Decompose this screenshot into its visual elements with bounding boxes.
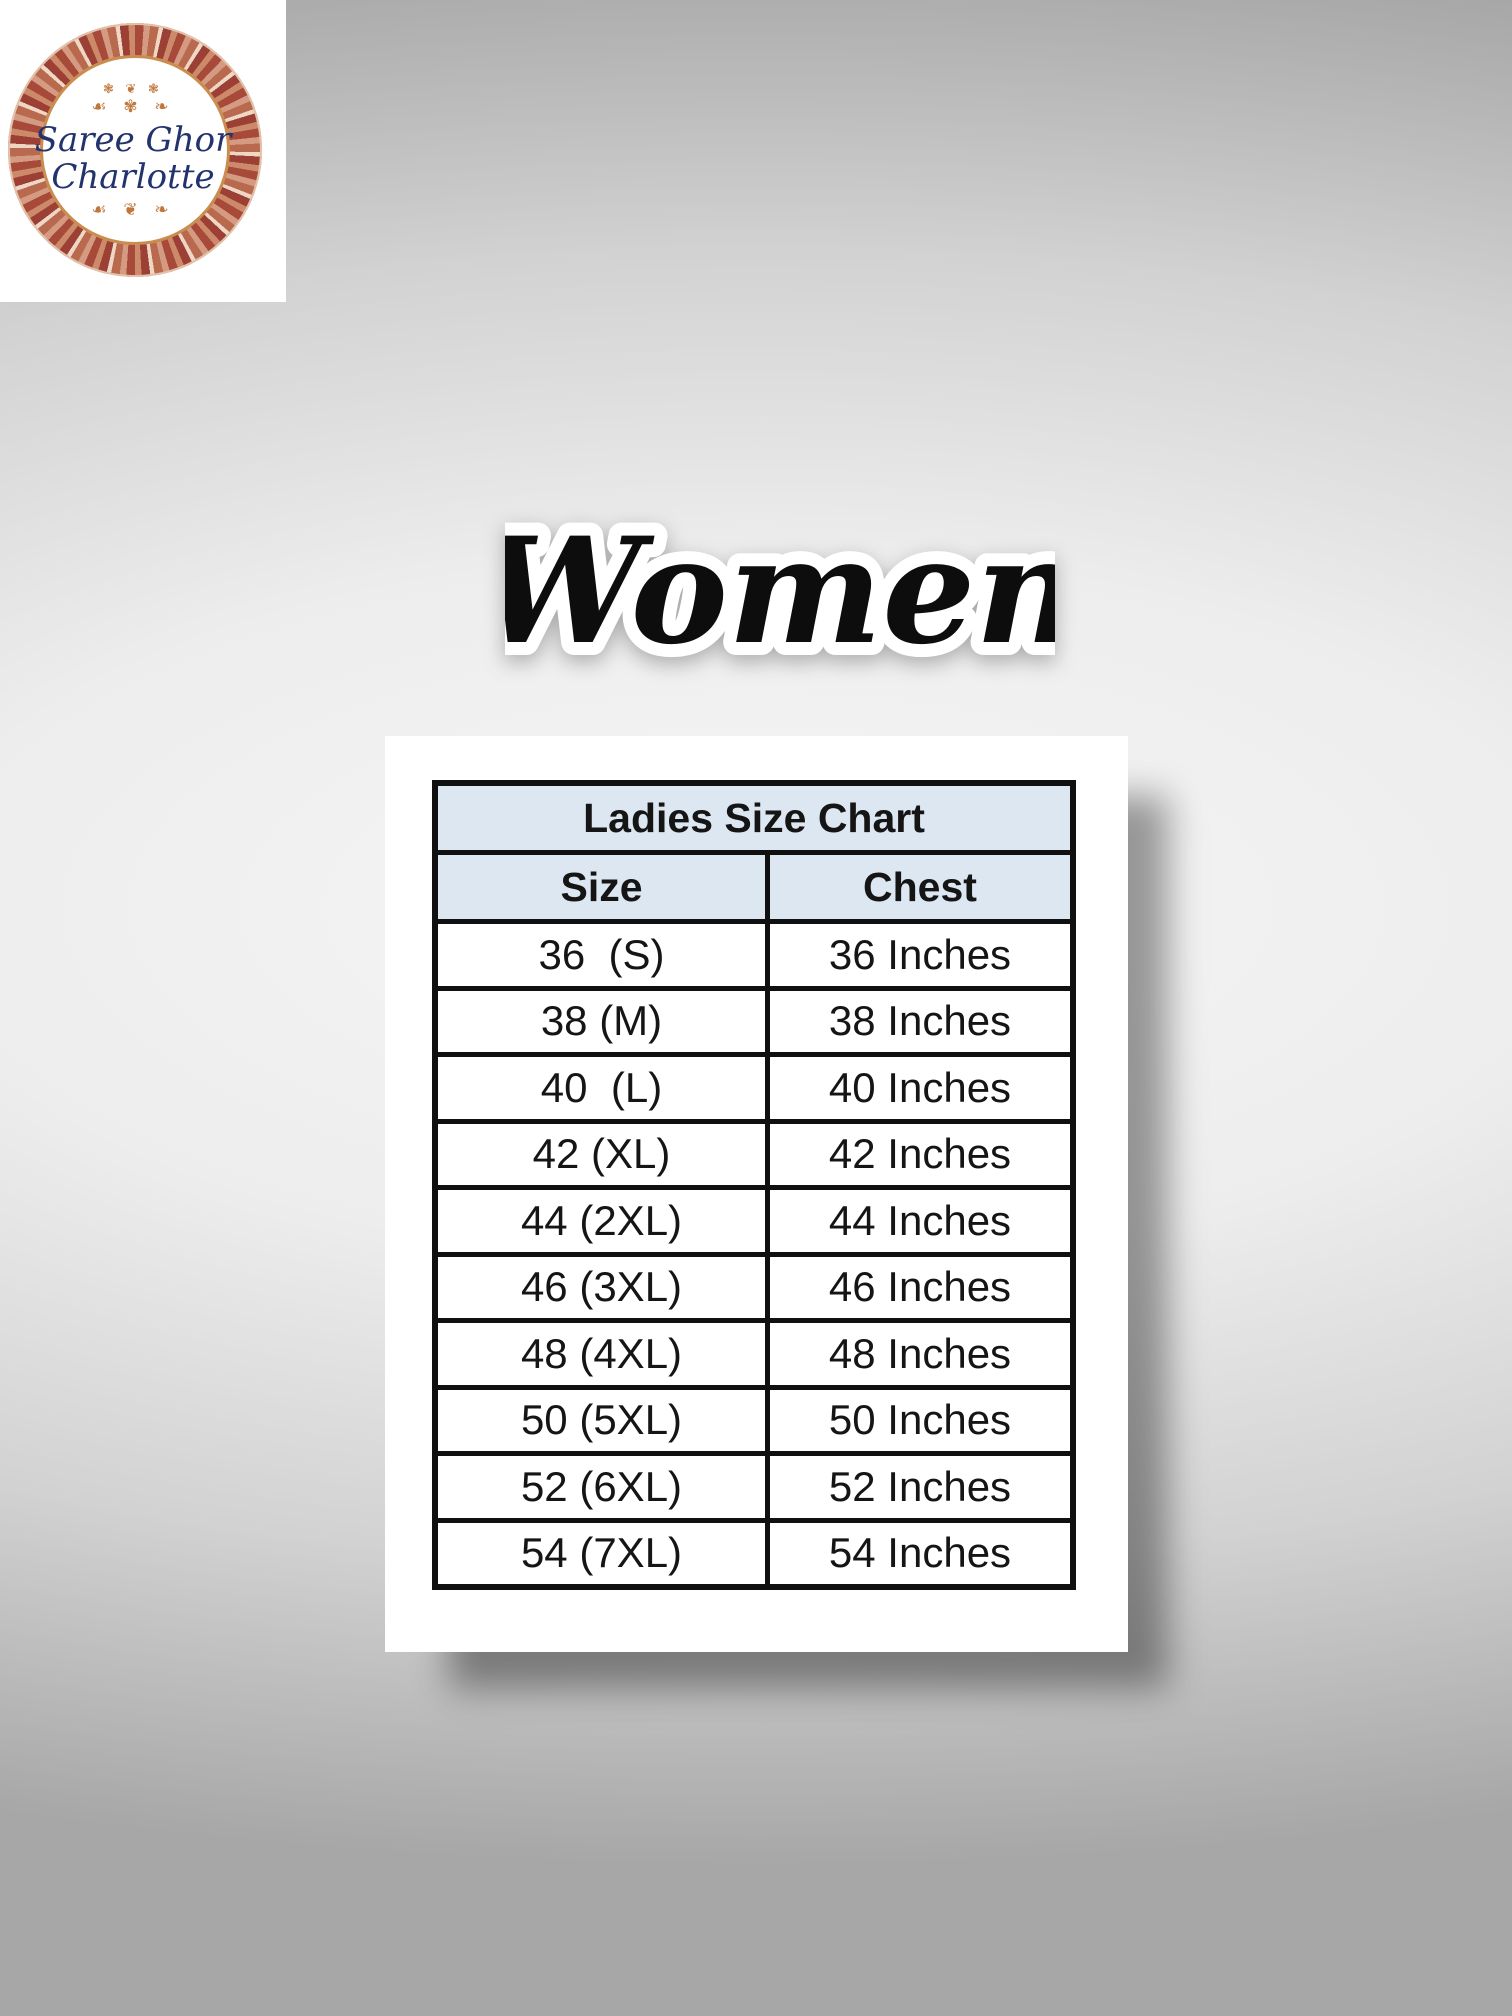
brand-name-line1: Saree Ghor [34, 119, 232, 160]
chest-cell: 50 Inches [828, 1396, 1012, 1444]
size-cell: 42 (XL) [438, 1124, 770, 1186]
filigree-ornament-bottom-icon: ☙ ❦ ❧ [91, 200, 175, 220]
size-chart-table [432, 780, 1076, 1590]
table-header-row [438, 855, 1070, 924]
size-cell: 44 (2XL) [438, 1190, 770, 1252]
table-row [438, 1523, 1070, 1585]
table-row [438, 1257, 1070, 1324]
brand-logo [0, 0, 286, 302]
size-cell: 52 (6XL) [438, 1456, 770, 1518]
table-row [438, 1456, 1070, 1523]
chest-cell: 44 Inches [828, 1196, 1012, 1244]
size-cell: 38 (M) [438, 991, 770, 1053]
column-header-size: Size [438, 855, 770, 919]
women-heading-text: Women [505, 506, 1055, 677]
size-cell: 50 (5XL) [438, 1390, 770, 1452]
chest-cell: 38 Inches [828, 997, 1012, 1045]
size-cell: 46 (3XL) [438, 1257, 770, 1319]
chest-cell: 40 Inches [828, 1063, 1012, 1111]
table-row [438, 924, 1070, 991]
chest-cell: 52 Inches [828, 1462, 1012, 1510]
table-row [438, 1190, 1070, 1257]
chest-cell: 36 Inches [828, 930, 1012, 978]
chest-cell: 54 Inches [828, 1529, 1012, 1577]
table-row [438, 1124, 1070, 1191]
size-chart-card [385, 736, 1128, 1652]
filigree-ornament-top-icon: ❃ ❦ ❃ [103, 80, 163, 96]
filigree-crown-icon: ☙ ✾ ❧ [91, 96, 175, 116]
table-row [438, 1323, 1070, 1390]
chest-cell: 48 Inches [828, 1329, 1012, 1377]
table-title: Ladies Size Chart [583, 794, 925, 841]
women-heading-sticker [505, 490, 1055, 700]
table-title-row [438, 786, 1070, 855]
chest-cell: 42 Inches [828, 1130, 1012, 1178]
size-cell: 54 (7XL) [438, 1523, 770, 1585]
logo-content [28, 48, 238, 252]
table-row [438, 1390, 1070, 1457]
size-cell: 48 (4XL) [438, 1323, 770, 1385]
brand-name-line2: Charlotte [51, 156, 215, 197]
table-row [438, 991, 1070, 1058]
column-header-chest: Chest [863, 863, 977, 910]
chest-cell: 46 Inches [828, 1263, 1012, 1311]
size-cell: 40 (L) [438, 1057, 770, 1119]
size-cell: 36 (S) [438, 924, 770, 986]
table-row [438, 1057, 1070, 1124]
